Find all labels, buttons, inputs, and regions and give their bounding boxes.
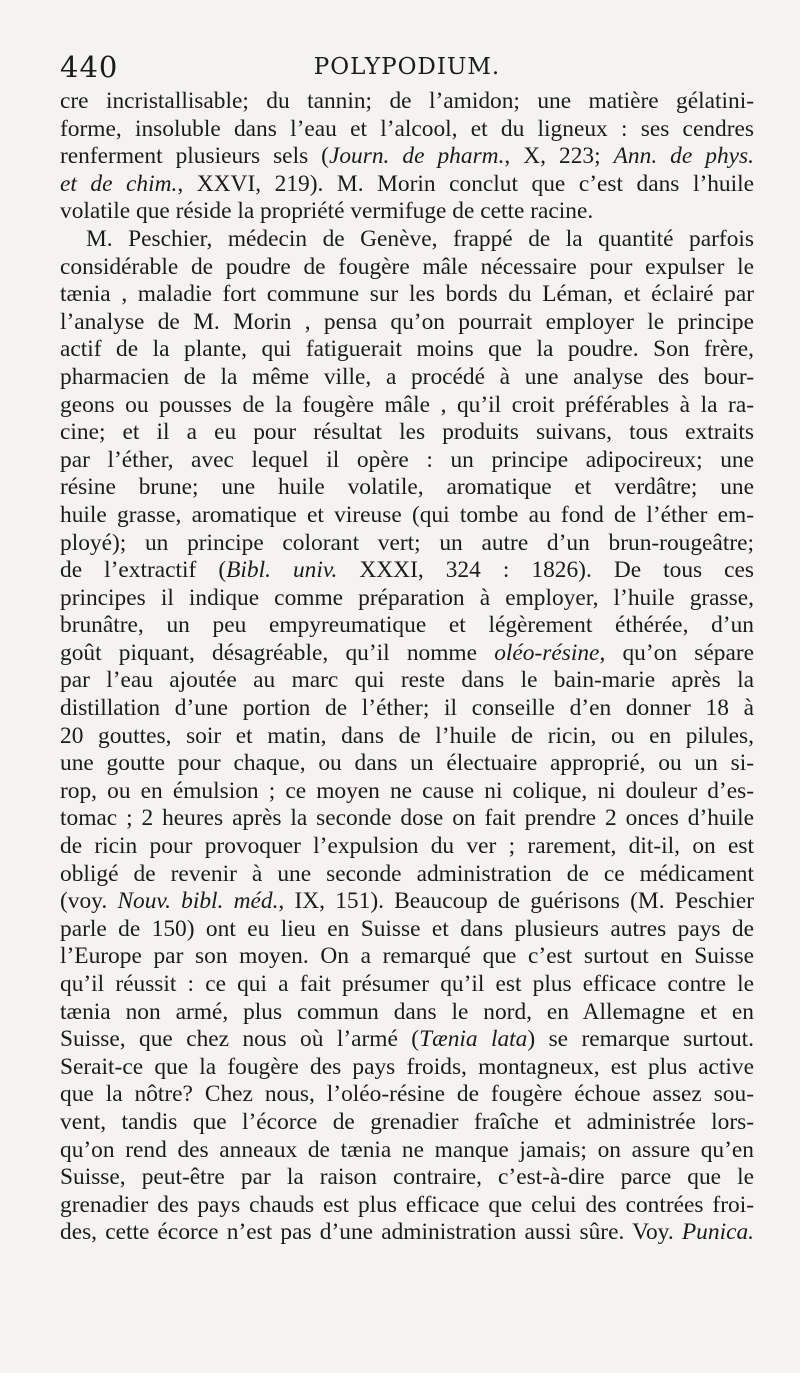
text-segment: , XXVI, 219). M. Morin conclut que c’est dans l’huile bbox=[177, 170, 755, 197]
text-line bbox=[60, 1137, 754, 1165]
text-line bbox=[60, 1219, 754, 1247]
text-line bbox=[60, 336, 754, 364]
text-line bbox=[60, 557, 754, 585]
text-segment: des, cette écorce n’est pas d’une administration aussi sûre. Voy. bbox=[60, 1219, 682, 1246]
text-line bbox=[60, 419, 754, 447]
text-line bbox=[60, 971, 754, 999]
text-segment: pharmacien de la même ville, a procédé à une analyse des bour- bbox=[60, 363, 754, 390]
text-line bbox=[60, 667, 754, 695]
text-line bbox=[60, 281, 754, 309]
text-segment: (voy. bbox=[60, 888, 118, 915]
text-segment: cre incristallisable; du tannin; de l’amidon; une matière gélatini- bbox=[60, 88, 754, 114]
italic-segment: oléo-résine bbox=[494, 639, 600, 666]
text-line bbox=[60, 1192, 754, 1220]
text-segment: qu’on rend des anneaux de tænia ne manque jamais; on assure qu’en bbox=[60, 1136, 754, 1163]
text-line bbox=[60, 585, 754, 613]
text-segment: huile grasse, aromatique et vireuse (qui tombe au fond de l’éther em- bbox=[60, 501, 754, 528]
text-segment: vent, tandis que l’écorce de grenadier fraîche et administrée lors- bbox=[60, 1108, 754, 1135]
text-segment: rop, ou en émulsion ; ce moyen ne cause ni colique, ni douleur d’es- bbox=[60, 777, 754, 804]
text-line bbox=[60, 474, 754, 502]
text-segment: forme, insoluble dans l’eau et l’alcool, et du ligneux : ses cendres bbox=[60, 115, 754, 142]
text-line bbox=[60, 999, 754, 1027]
text-segment: tomac ; 2 heures après la seconde dose on fait prendre 2 onces d’huile bbox=[60, 805, 754, 832]
text-segment: obligé de revenir à une seconde administration de ce médicament bbox=[60, 860, 754, 887]
text-segment: Serait-ce que la fougère des pays froids, montagneux, est plus active bbox=[60, 1053, 754, 1080]
italic-segment: et de chim. bbox=[60, 170, 178, 197]
text-line bbox=[60, 171, 754, 199]
text-line bbox=[60, 226, 754, 254]
text-line bbox=[60, 723, 754, 751]
text-line bbox=[60, 447, 754, 475]
text-segment: , X, 223; bbox=[504, 143, 614, 170]
text-segment: que la nôtre? Chez nous, l’oléo-résine de fougère échoue assez sou- bbox=[60, 1081, 754, 1108]
text-line bbox=[60, 88, 754, 116]
text-segment: volatile que réside la propriété vermifuge de cette racine. bbox=[60, 198, 594, 225]
text-line bbox=[60, 861, 754, 889]
text-segment: actif de la plante, qui fatiguerait moins que la poudre. Son frère, bbox=[60, 336, 754, 363]
text-segment: parle de 150) ont eu lieu en Suisse et dans plusieurs autres pays de bbox=[60, 915, 754, 942]
text-line bbox=[60, 1026, 754, 1054]
text-segment: M. Peschier, médecin de Genève, frappé de la quantité parfois bbox=[86, 225, 754, 252]
page-header bbox=[60, 48, 754, 88]
text-line bbox=[60, 1054, 754, 1082]
text-segment: ) se remarque surtout. bbox=[527, 1026, 754, 1053]
text-line bbox=[60, 1109, 754, 1137]
text-segment: , IX, 151). Beaucoup de guérisons (M. Peschier bbox=[278, 888, 754, 915]
italic-segment: Journ. de pharm. bbox=[328, 143, 505, 170]
page-number: 440 bbox=[60, 50, 119, 84]
text-segment: par l’éther, avec lequel il opère : un principe adipocireux; une bbox=[60, 446, 754, 473]
text-line bbox=[60, 143, 754, 171]
text-segment: tænia non armé, plus commun dans le nord, en Allemagne et en bbox=[60, 998, 754, 1025]
text-line bbox=[60, 1164, 754, 1192]
text-segment: distillation d’une portion de l’éther; il conseille d’en donner 18 à bbox=[60, 695, 754, 722]
italic-segment: Bibl. univ. bbox=[226, 557, 338, 584]
text-line bbox=[60, 254, 754, 282]
text-segment: goût piquant, désagréable, qu’il nomme bbox=[60, 639, 495, 666]
text-line bbox=[60, 750, 754, 778]
text-segment: considérable de poudre de fougère mâle nécessaire pour expulser le bbox=[60, 253, 754, 280]
italic-segment: Punica. bbox=[681, 1219, 754, 1246]
text-segment: de ricin pour provoquer l’expulsion du ver ; rarement, dit-il, on est bbox=[60, 833, 754, 860]
text-line bbox=[60, 364, 754, 392]
text-segment: une goutte pour chaque, ou dans un électuaire approprié, ou un si- bbox=[60, 750, 754, 777]
running-title: POLYPODIUM. bbox=[313, 54, 501, 80]
text-segment: l’analyse de M. Morin , pensa qu’on pourrait employer le principe bbox=[60, 308, 754, 335]
text-line bbox=[60, 916, 754, 944]
text-segment: brunâtre, un peu empyreumatique et légèrement éthérée, d’un bbox=[60, 612, 754, 639]
text-line bbox=[60, 640, 754, 668]
text-line bbox=[60, 888, 754, 916]
text-line bbox=[60, 392, 754, 420]
text-line bbox=[60, 116, 754, 144]
text-line bbox=[60, 530, 754, 558]
text-segment: résine brune; une huile volatile, aromatique et verdâtre; une bbox=[60, 474, 754, 501]
text-line bbox=[60, 612, 754, 640]
text-line bbox=[60, 695, 754, 723]
text-line bbox=[60, 833, 754, 861]
text-segment: Suisse, peut-être par la raison contraire, c’est-à-dire parce que le bbox=[60, 1164, 754, 1191]
text-segment: l’Europe par son moyen. On a remarqué que c’est surtout en Suisse bbox=[60, 943, 754, 970]
text-segment: , qu’on sépare bbox=[599, 639, 754, 666]
italic-segment: Tænia lata bbox=[419, 1026, 528, 1053]
text-segment: cine; et il a eu pour résultat les produits suivans, tous extraits bbox=[60, 419, 754, 446]
text-segment: ployé); un principe colorant vert; un autre d’un brun-rougeâtre; bbox=[60, 529, 754, 556]
text-segment: Suisse, que chez nous où l’armé ( bbox=[60, 1026, 420, 1053]
text-line bbox=[60, 502, 754, 530]
text-line bbox=[60, 778, 754, 806]
text-segment: principes il indique comme préparation à employer, l’huile grasse, bbox=[60, 584, 754, 611]
text-segment: renferment plusieurs sels ( bbox=[60, 143, 329, 170]
text-segment: de l’extractif ( bbox=[60, 557, 227, 584]
italic-segment: Ann. de phys. bbox=[613, 143, 754, 170]
text-segment: XXXI, 324 : 1826). De tous ces bbox=[337, 557, 755, 584]
text-line bbox=[60, 309, 754, 337]
text-segment: grenadier des pays chauds est plus efficace que celui des contrées froi- bbox=[60, 1191, 754, 1218]
text-segment: par l’eau ajoutée au marc qui reste dans le bain-marie après la bbox=[60, 667, 754, 694]
italic-segment: Nouv. bibl. méd. bbox=[117, 888, 279, 915]
text-segment: qu’il réussit : ce qui a fait présumer qu’il est plus efficace contre le bbox=[60, 971, 754, 997]
text-line bbox=[60, 805, 754, 833]
text-segment: 20 gouttes, soir et matin, dans de l’huile de ricin, ou en pilules, bbox=[60, 722, 754, 749]
text-segment: geons ou pousses de la fougère mâle , qu’il croit préférables à la ra- bbox=[60, 391, 754, 418]
text-line bbox=[60, 198, 754, 226]
body-text bbox=[60, 88, 754, 1247]
text-segment: tænia , maladie fort commune sur les bords du Léman, et éclairé par bbox=[60, 281, 754, 308]
text-line bbox=[60, 1081, 754, 1109]
text-line bbox=[60, 943, 754, 971]
